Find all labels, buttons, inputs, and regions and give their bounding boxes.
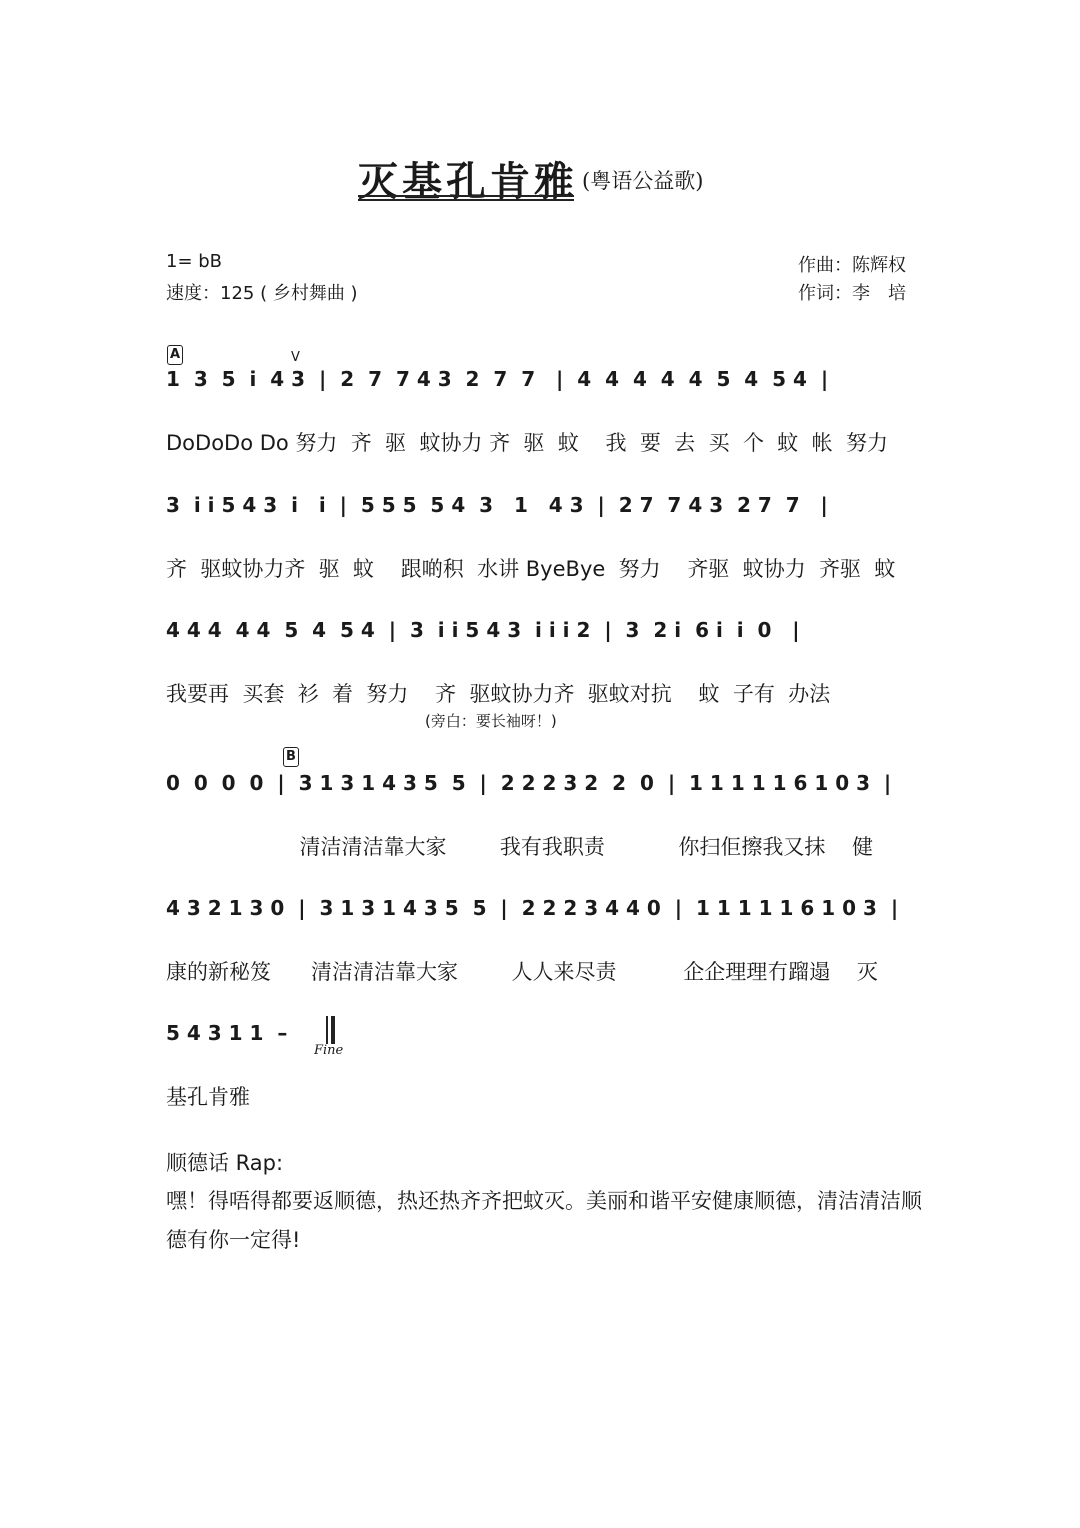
score-line-2-lyrics: 齐 驱蚊协力齐 驱 蚊 跟啲积 水讲 ByeBye 努力 齐驱 蚊协力 齐驱 蚊: [166, 557, 896, 581]
key-signature: 1= bB: [166, 251, 223, 272]
song-subtitle: (粤语公益歌): [582, 169, 704, 193]
rap-heading: 顺德话 Rap:: [166, 1151, 284, 1175]
score-line-4-notes: 0 0 0 0 | 3 1 3 1 4 3 5 5 | 2 2 2 3 2 2 0 | 1 1 1 1 1 6 1 0 3 |: [166, 771, 892, 795]
score-line-1-lyrics: DoDoDo Do 努力 齐 驱 蚊协力 齐 驱 蚊 我 要 去 买 个 蚊 帐 努力: [166, 431, 889, 455]
score-line-5-notes: 4 3 2 1 3 0 | 3 1 3 1 4 3 5 5 | 2 2 2 3 4 4 0 | 1 1 1 1 1 6 1 0 3 |: [166, 896, 899, 920]
score-line-6-lyrics: 基孔肯雅: [166, 1085, 250, 1109]
final-barline-thin: [326, 1016, 328, 1044]
fine-mark: Fine: [314, 1043, 344, 1058]
score-line-3-notes: 4 4 4 4 4 5 4 5 4 | 3 i i 5 4 3 i i i 2 | 3 2 i 6 i i 0 |: [166, 618, 800, 642]
title-underline-2: [358, 199, 574, 201]
score-line-1-notes: 1 3 5 i 4 3 | 2 7 7 4 3 2 7 7 | 4 4 4 4 4 5 4 5 4 |: [166, 367, 829, 391]
lyricist-credit: 作词：李 培: [798, 283, 906, 304]
rehearsal-mark-b: B: [283, 747, 299, 767]
tempo: 速度：125 ( 乡村舞曲 ): [166, 283, 358, 304]
spoken-aside: (旁白：要长袖呀！): [425, 712, 557, 730]
final-barline-thick: [331, 1016, 335, 1044]
score-line-6-notes: 5 4 3 1 1 –: [166, 1021, 288, 1045]
score-line-4-lyrics: 清洁清洁靠大家 我有我职责 你扫佢擦我又抹 健: [166, 835, 874, 859]
rap-text: 嘿！得唔得都要返顺德，热还热齐齐把蚊灭。美丽和谐平安健康顺德，清洁清洁顺德有你一定得!: [166, 1189, 922, 1252]
score-line-3-lyrics: 我要再 买套 衫 着 努力 齐 驱蚊协力齐 驱蚊对抗 蚊 子有 办法: [166, 682, 831, 706]
score-line-5-lyrics: 康的新秘笈 清洁清洁靠大家 人人来尽责 企企理理冇蹓遢 灭: [166, 960, 878, 984]
composer-credit: 作曲：陈辉权: [798, 255, 906, 276]
title-underline: [358, 195, 574, 197]
song-title: 灭基孔肯雅: [358, 158, 578, 205]
score-line-2-notes: 3 i i 5 4 3 i i | 5 5 5 5 4 3 1 4 3 | 2 7 7 4 3 2 7 7 |: [166, 493, 828, 517]
breath-mark: V: [291, 350, 300, 365]
rehearsal-mark-a: A: [167, 345, 183, 365]
